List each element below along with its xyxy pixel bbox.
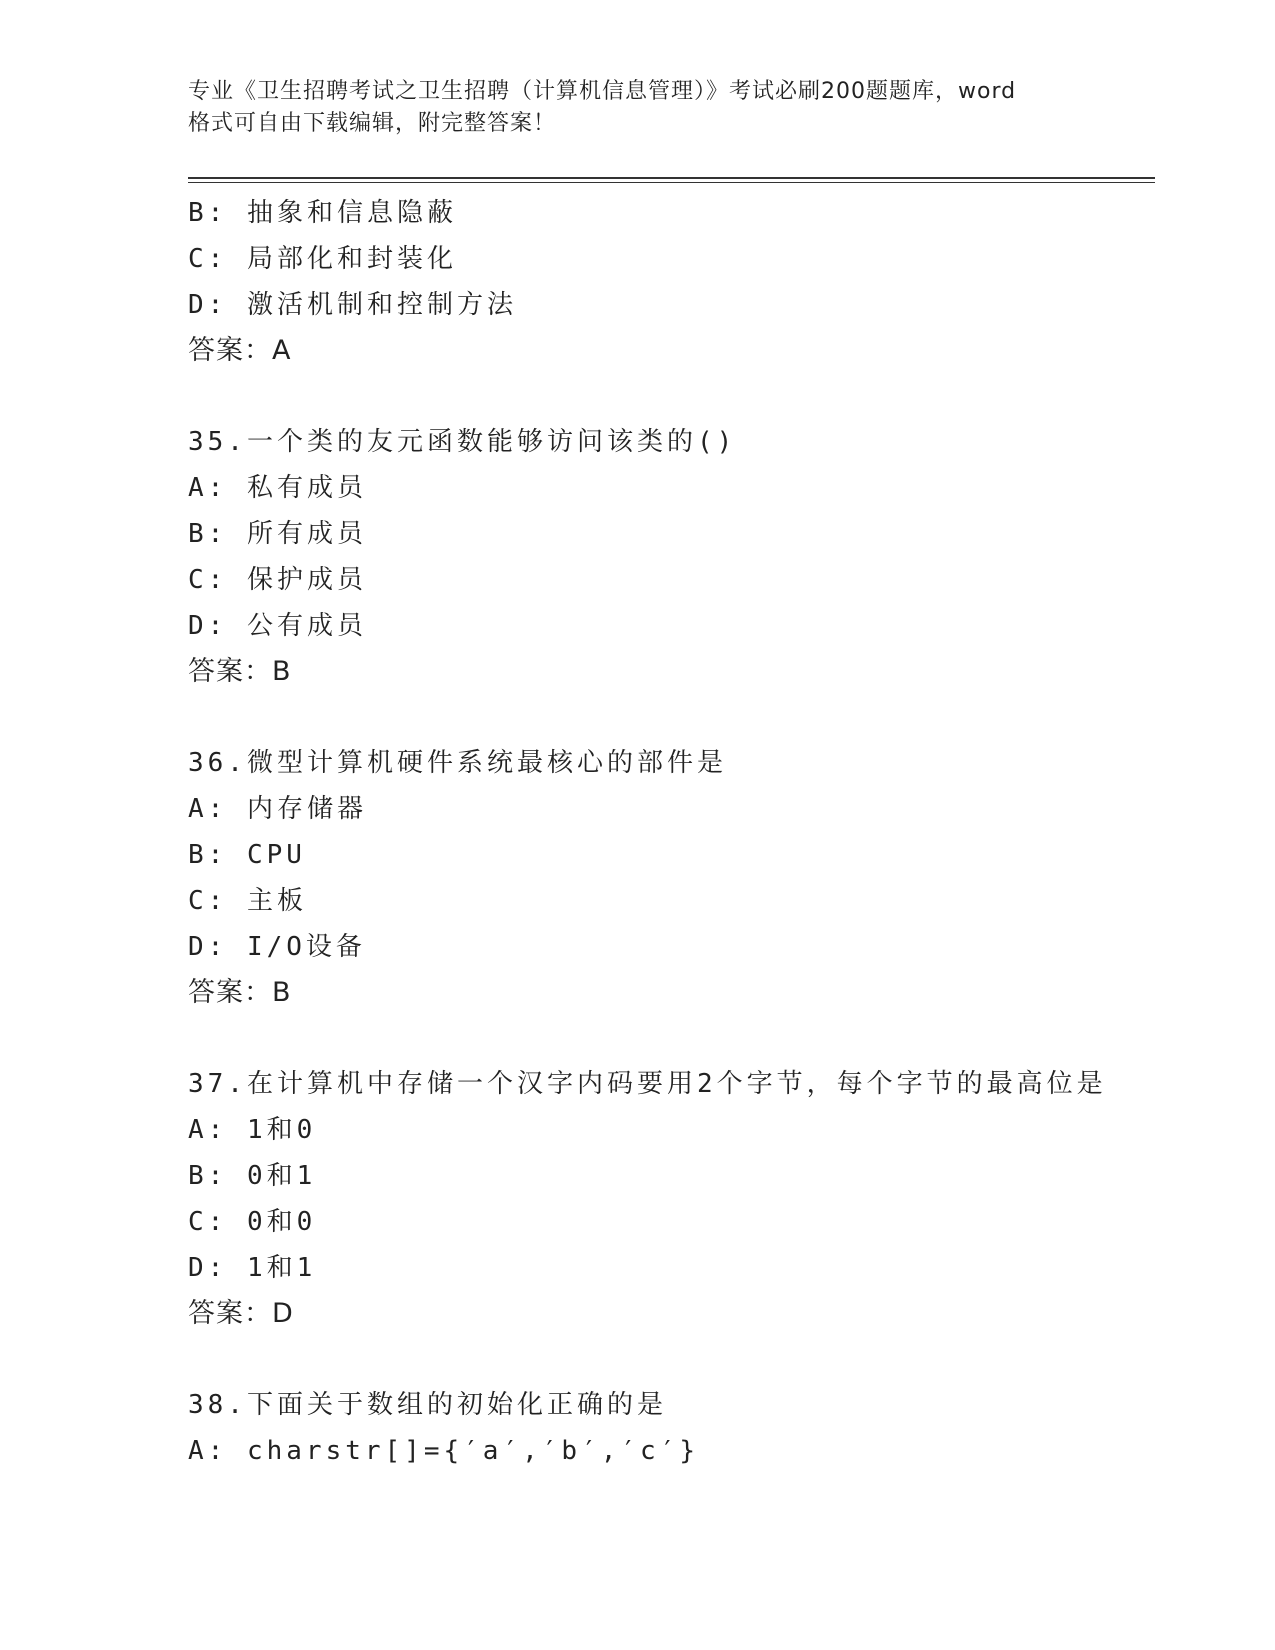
header-divider-thin (188, 182, 1155, 183)
option-a: A: charstr[]={′a′,′b′,′c′} (188, 1436, 699, 1466)
option-b: B: 抽象和信息隐蔽 (188, 198, 457, 228)
question-36 (188, 740, 1148, 1016)
question-stem: 36.微型计算机硬件系统最核心的部件是 (188, 748, 727, 778)
option-c: C: 主板 (188, 886, 307, 916)
question-35 (188, 419, 1148, 695)
document-header (188, 76, 1088, 140)
option-d: D: 激活机制和控制方法 (188, 290, 517, 320)
question-37 (188, 1061, 1148, 1337)
question-list (188, 190, 1148, 1474)
answer-line: 答案：B (188, 977, 292, 1008)
option-b: B: 所有成员 (188, 519, 367, 549)
option-a: A: 内存储器 (188, 794, 367, 824)
option-c: C: 0和0 (188, 1207, 317, 1237)
question-stem: 35.一个类的友元函数能够访问该类的() (188, 427, 737, 457)
option-a: A: 私有成员 (188, 473, 367, 503)
answer-line: 答案：D (188, 1298, 294, 1329)
option-b: B: CPU (188, 840, 306, 870)
option-c: C: 局部化和封装化 (188, 244, 457, 274)
question-stem: 37.在计算机中存储一个汉字内码要用2个字节，每个字节的最高位是 (188, 1069, 1107, 1099)
option-d: D: I/O设备 (188, 932, 366, 962)
answer-line: 答案：B (188, 656, 292, 687)
question-38 (188, 1382, 1148, 1474)
header-divider-thick (188, 177, 1155, 179)
header-title-line-1: 专业《卫生招聘考试之卫生招聘（计算机信息管理）》考试必刷200题题库，word (188, 79, 1017, 104)
question-34-continued (188, 190, 1148, 374)
answer-line: 答案：A (188, 335, 292, 366)
option-d: D: 公有成员 (188, 611, 367, 641)
option-b: B: 0和1 (188, 1161, 317, 1191)
option-c: C: 保护成员 (188, 565, 367, 595)
option-d: D: 1和1 (188, 1253, 317, 1283)
option-a: A: 1和0 (188, 1115, 317, 1145)
question-stem: 38.下面关于数组的初始化正确的是 (188, 1390, 667, 1420)
header-title-line-2: 格式可自由下载编辑，附完整答案！ (188, 111, 557, 136)
